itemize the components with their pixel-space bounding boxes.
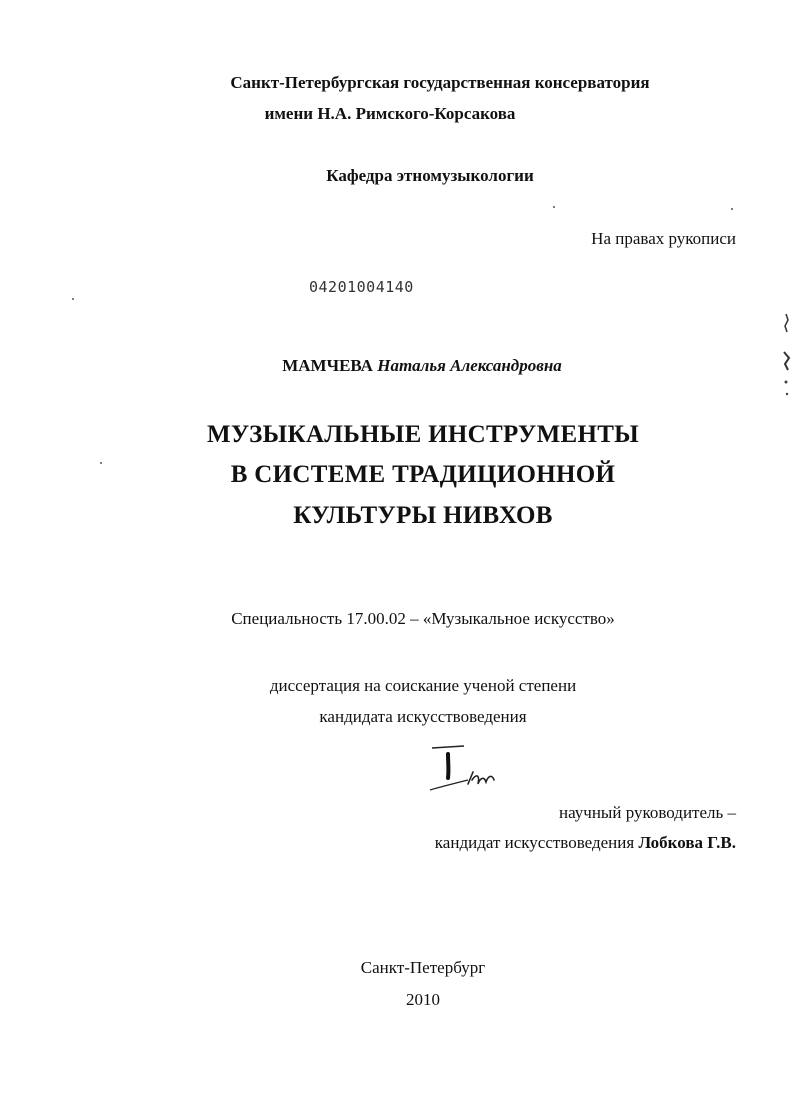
- title-line1: МУЗЫКАЛЬНЫЕ ИНСТРУМЕНТЫ: [206, 421, 640, 448]
- city: Санкт-Петербург: [360, 958, 486, 977]
- supervisor-degree: кандидат искусствоведения: [434, 833, 635, 852]
- degree-line1: диссертация на соискание ученой степени: [269, 676, 577, 695]
- scan-speck: [72, 298, 74, 300]
- institution-name-line1: Санкт-Петербургская государственная консерватория: [230, 73, 650, 92]
- department-name: Кафедра этномузыкологии: [326, 166, 534, 185]
- document-code: 04201004140: [309, 278, 414, 296]
- scan-edge-marks: [774, 312, 794, 402]
- institution-name-line2: имени Н.А. Римского-Корсакова: [264, 104, 516, 123]
- handwritten-signature: [428, 740, 518, 796]
- supervisor-name: Лобкова Г.В.: [638, 833, 736, 852]
- scan-speck: [731, 208, 733, 210]
- supervisor-credentials: [435, 833, 736, 853]
- degree-line2: кандидата искусствоведения: [319, 707, 527, 726]
- rights-notice: На правах рукописи: [591, 229, 736, 248]
- year: 2010: [406, 990, 440, 1009]
- author-given-names: Наталья Александровна: [377, 356, 562, 375]
- specialty: Специальность 17.00.02 – «Музыкальное искусство»: [231, 609, 615, 628]
- supervisor-title: научный руководитель –: [559, 803, 736, 822]
- author-name: [100, 356, 744, 376]
- scan-speck: [100, 462, 102, 464]
- author-surname: МАМЧЕВА: [282, 356, 373, 375]
- title-line3: КУЛЬТУРЫ НИВХОВ: [293, 502, 553, 529]
- title-line2: В СИСТЕМЕ ТРАДИЦИОННОЙ: [230, 461, 616, 488]
- scan-speck: [553, 206, 555, 208]
